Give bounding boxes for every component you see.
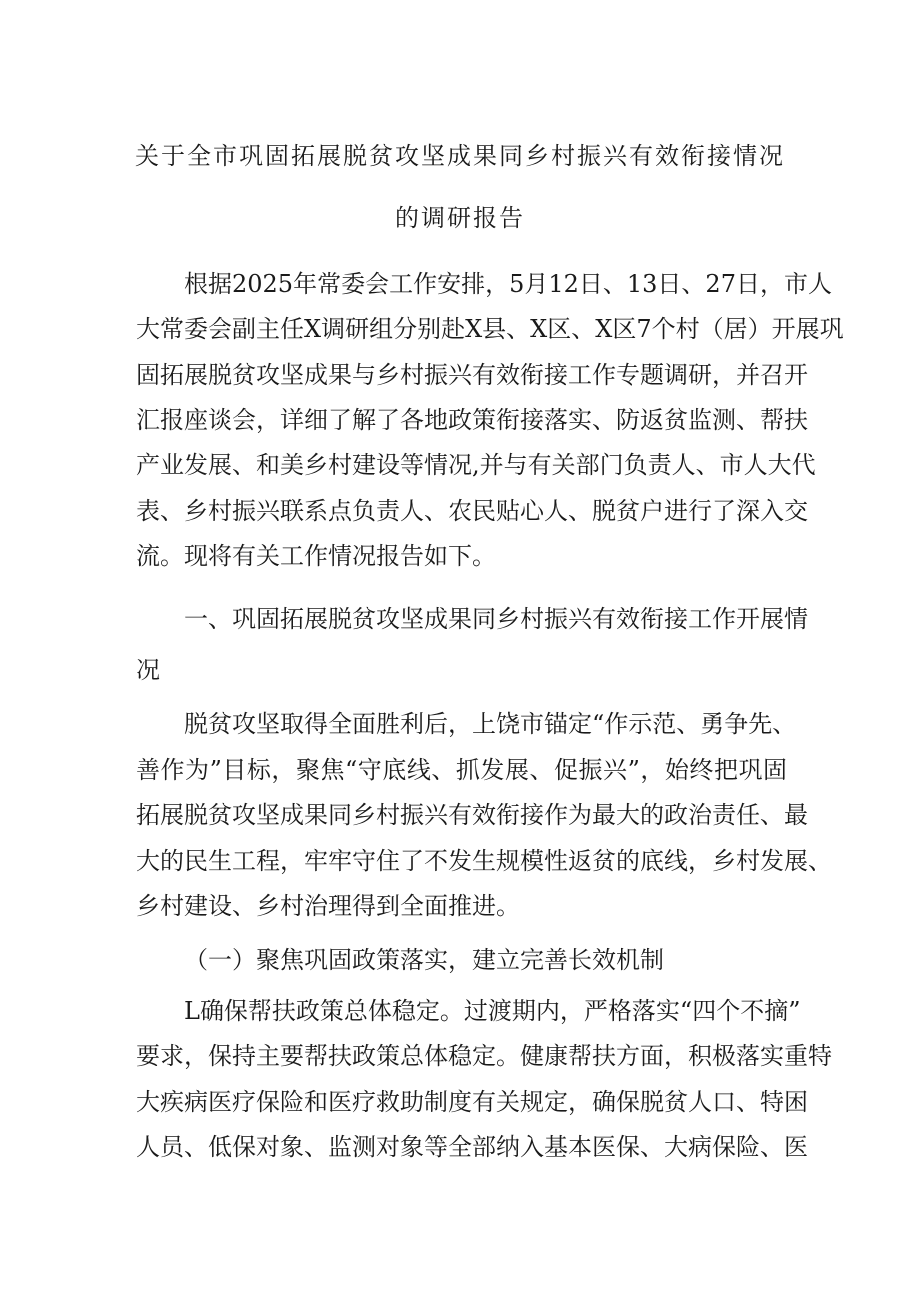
- paragraph-line: 脱贫攻坚取得全面胜利后，上饶市锚定“作示范、勇争先、: [184, 710, 797, 738]
- paragraph-line: 大的民生工程，牢牢守住了不发生规模性返贫的底线，乡村发展、: [136, 847, 832, 875]
- document-title-line-2: 的调研报告: [395, 204, 525, 232]
- paragraph-line: 汇报座谈会，详细了解了各地政策衔接落实、防返贫监测、帮扶: [136, 406, 808, 434]
- paragraph-line: 根据2025年常委会工作安排，5月12日、13日、27日，市人: [184, 270, 832, 298]
- paragraph-line: 表、乡村振兴联系点负责人、农民贴心人、脱贫户进行了深入交: [136, 497, 808, 525]
- subsection-heading: （一）聚焦巩固政策落实，建立完善长效机制: [184, 946, 664, 974]
- paragraph-line: 要求，保持主要帮扶政策总体稳定。健康帮扶方面，积极落实重特: [136, 1042, 832, 1070]
- paragraph-line: 固拓展脱贫攻坚成果与乡村振兴有效衔接工作专题调研，并召开: [136, 361, 808, 389]
- paragraph-line: 流。现将有关工作情况报告如下。: [136, 542, 496, 570]
- paragraph-line: 大疾病医疗保险和医疗救助制度有关规定，确保脱贫人口、特困: [136, 1088, 808, 1116]
- paragraph-line: L确保帮扶政策总体稳定。过渡期内，严格落实“四个不摘”: [184, 997, 801, 1025]
- paragraph-line: 产业发展、和美乡村建设等情况,并与有关部门负责人、市人大代: [136, 451, 816, 479]
- section-heading-line: 一、巩固拓展脱贫攻坚成果同乡村振兴有效衔接工作开展情: [184, 605, 808, 633]
- document-title-line-1: 关于全市巩固拓展脱贫攻坚成果同乡村振兴有效衔接情况: [135, 142, 785, 170]
- paragraph-line: 拓展脱贫攻坚成果同乡村振兴有效衔接作为最大的政治责任、最: [136, 801, 808, 829]
- section-heading-line: 况: [136, 656, 160, 684]
- paragraph-line: 大常委会副主任X调研组分别赴X县、X区、X区7个村（居）开展巩: [136, 315, 844, 343]
- paragraph-line: 乡村建设、乡村治理得到全面推进。: [136, 892, 520, 920]
- paragraph-line: 人员、低保对象、监测对象等全部纳入基本医保、大病保险、医: [136, 1133, 808, 1161]
- paragraph-line: 善作为”目标，聚焦“守底线、抓发展、促振兴”，始终把巩固: [136, 756, 787, 784]
